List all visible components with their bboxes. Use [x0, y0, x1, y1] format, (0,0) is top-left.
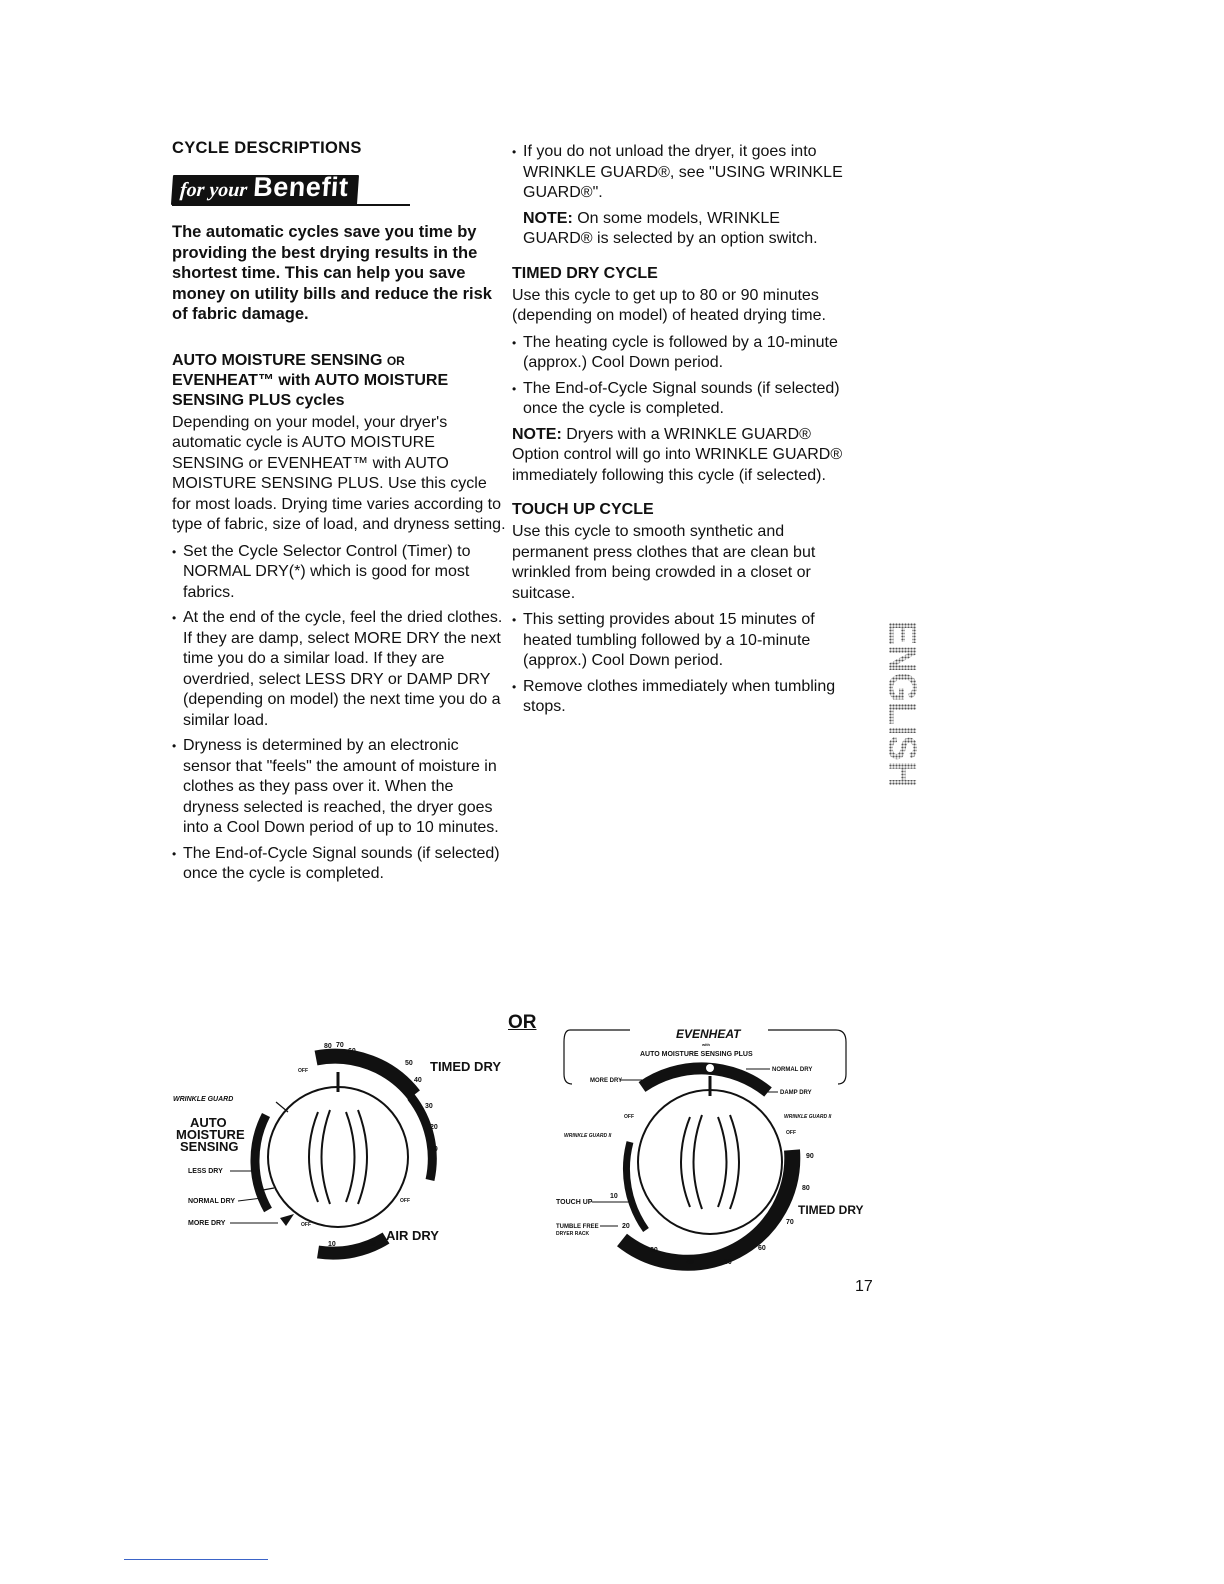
tick-30: 30: [425, 1103, 433, 1110]
list-item: • Remove clothes immediately when tumbling stops.: [512, 677, 852, 718]
more-dry-label: MORE DRY: [188, 1220, 226, 1227]
english-side-text: ENGLISH: [880, 620, 924, 798]
off-label-bottom: OFF: [301, 1222, 311, 1228]
with-label: with: [702, 1042, 710, 1047]
list-item: • At the end of the cycle, feel the dried clothes. If they are damp, select MORE DRY the next time you do a similar load. If they are overdried, select LESS DRY or DAMP DRY (depending on model) the next time you do a similar load.: [172, 608, 508, 731]
benefit-text: The automatic cycles save you time by providing the best drying results in the shortest time. This can help you save money on utility bills and reduce the risk of fabric damage.: [172, 223, 492, 323]
evenheat-label: EVENHEAT: [676, 1027, 741, 1041]
right-column: [512, 142, 852, 723]
intro-bullet-list: [512, 142, 852, 204]
moisture-label: MOISTURE: [176, 1127, 245, 1142]
list-item: • If you do not unload the dryer, it goes into WRINKLE GUARD®, see "USING WRINKLE GUARD®".: [512, 142, 852, 204]
tick-60: 60: [348, 1048, 356, 1055]
list-item: • Dryness is determined by an electronic sensor that "feels" the amount of moisture in clothes as they pass over it. When the dryness selected is reached, the dryer goes into a Cool Down period of up to 10 minutes.: [172, 736, 508, 839]
auto-heading-part2: EVENHEAT™ with AUTO MOISTURE SENSING PLUS cycles: [172, 371, 449, 409]
auto-plus-arc: [642, 1068, 768, 1092]
list-item: • The heating cycle is followed by a 10-minute (approx.) Cool Down period.: [512, 333, 852, 374]
timed-paragraph: Use this cycle to get up to 80 or 90 minutes (depending on model) of heated drying time.: [512, 286, 826, 324]
tick-20: 20: [622, 1223, 630, 1230]
list-item: • The End-of-Cycle Signal sounds (if selected) once the cycle is completed.: [512, 379, 852, 420]
auto-bullet-list: [172, 542, 508, 885]
timed-dry-heading: TIMED DRY CYCLE: [512, 264, 658, 282]
tick-60: 60: [758, 1245, 766, 1252]
timed-bullet-list: [512, 333, 852, 420]
touch-up-label: TOUCH UP: [556, 1199, 593, 1206]
left-dial-knob: [268, 1087, 408, 1227]
off-left-label: OFF: [624, 1114, 634, 1120]
air-dry-label: AIR DRY: [386, 1228, 439, 1243]
note-wrinkle-guard: [512, 209, 852, 250]
auto-heading-part1: AUTO MOISTURE SENSING: [172, 351, 383, 369]
list-item: • The End-of-Cycle Signal sounds (if selected) once the cycle is completed.: [172, 844, 508, 885]
left-dial-diagram: [168, 1030, 502, 1255]
wrinkle-guard-left-label: WRINKLE GUARD II: [564, 1133, 612, 1139]
right-dial-diagram: [550, 1022, 870, 1270]
tick-80: 80: [802, 1185, 810, 1192]
note-text: On some models, WRINKLE GUARD® is selected by an option switch.: [523, 209, 818, 247]
tick-20: 20: [430, 1124, 438, 1131]
benefit-word: Benefit: [252, 171, 350, 202]
note-text: Dryers with a WRINKLE GUARD® Option control will go into WRINKLE GUARD® immediately following this cycle (if selected).: [512, 425, 843, 484]
list-item: • Set the Cycle Selector Control (Timer) to NORMAL DRY(*) which is good for most fabrics.: [172, 542, 508, 604]
normal-dry-label: NORMAL DRY: [772, 1067, 813, 1073]
tick-10: 10: [430, 1146, 438, 1153]
damp-dry-label: DAMP DRY: [780, 1090, 812, 1096]
off-label-top: OFF: [298, 1068, 308, 1074]
auto-paragraph: Depending on your model, your dryer's automatic cycle is AUTO MOISTURE SENSING or EVENHEAT™ with AUTO MOISTURE SENSING PLUS. Use this cycle for most loads. Drying time varies according to type of fabric, size of load, and dryness setting.: [172, 413, 506, 533]
wrinkle-guard-right-label: WRINKLE GUARD II: [784, 1114, 832, 1120]
tick-40: 40: [414, 1077, 422, 1084]
tick-40: 40: [686, 1259, 694, 1266]
for-your-benefit-badge: [171, 171, 359, 205]
auto-moisture-heading: [172, 351, 508, 411]
note-timed: [512, 425, 852, 487]
tick-70: 70: [786, 1219, 794, 1226]
air-tick-10: 10: [328, 1241, 336, 1248]
or-label: OR: [508, 1012, 537, 1033]
tumble-free-label: TUMBLE FREE: [556, 1224, 599, 1230]
touch-paragraph: Use this cycle to smooth synthetic and permanent press clothes that are clean but wrinkled from being crowded in a closet or suitcase.: [512, 523, 816, 602]
timed-dry-label: TIMED DRY: [430, 1059, 502, 1074]
air-tick-20: 20: [349, 1245, 357, 1252]
right-dial-knob: [638, 1090, 782, 1234]
auto-label: AUTO: [190, 1115, 227, 1130]
tick-80: 80: [324, 1043, 332, 1050]
note-label: NOTE:: [523, 209, 573, 227]
wrinkle-guard-label: WRINKLE GUARD: [173, 1096, 234, 1103]
english-side-tab: [853, 614, 924, 798]
tick-90: 90: [806, 1153, 814, 1160]
benefit-prefix: for your: [179, 178, 248, 201]
touch-bullet-list: [512, 610, 852, 718]
tick-50: 50: [724, 1259, 732, 1266]
tick-50: 50: [405, 1060, 413, 1067]
normal-dry-label: NORMAL DRY: [188, 1198, 236, 1205]
page-number: 17: [855, 1278, 873, 1295]
air-tick-30: 30: [368, 1241, 376, 1248]
dryer-rack-label: DRYER RACK: [556, 1231, 590, 1237]
tick-30: 30: [650, 1247, 658, 1254]
list-item: • This setting provides about 15 minutes of heated tumbling followed by a 10-minute (approx.) Cool Down period.: [512, 610, 852, 672]
more-dry-label: MORE DRY: [590, 1078, 623, 1084]
sensing-label: SENSING: [180, 1139, 239, 1154]
tick-70: 70: [336, 1042, 344, 1049]
auto-sensing-arc: [255, 1115, 268, 1210]
cycle-descriptions-heading: CYCLE DESCRIPTIONS: [172, 139, 362, 157]
left-column: [172, 138, 508, 890]
off-label-right: OFF: [400, 1198, 410, 1204]
less-dry-label: LESS DRY: [188, 1168, 223, 1175]
tick-10: 10: [610, 1193, 618, 1200]
auto-heading-or: OR: [386, 353, 405, 368]
touch-up-heading: TOUCH UP CYCLE: [512, 501, 654, 518]
timed-dry-label: TIMED DRY: [798, 1203, 864, 1217]
footnote-divider: [124, 1559, 268, 1560]
off-right-label: OFF: [786, 1130, 796, 1136]
auto-plus-label: AUTO MOISTURE SENSING PLUS: [640, 1051, 753, 1058]
note-label: NOTE:: [512, 425, 562, 443]
